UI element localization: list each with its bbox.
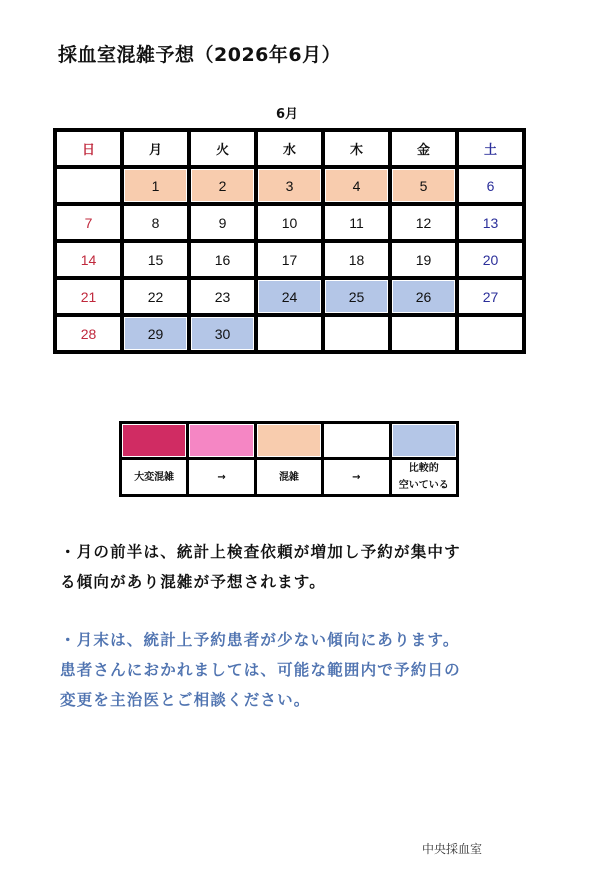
- week-row-4: [55, 278, 524, 315]
- day-cell: 12: [390, 204, 457, 241]
- day-cell: 22: [122, 278, 189, 315]
- day-cell-busy: 1: [122, 167, 189, 204]
- day-cell: 18: [323, 241, 390, 278]
- day-cell-busy: 3: [256, 167, 323, 204]
- congestion-legend: [119, 421, 459, 497]
- note-month-end-line3: 変更を主治医とご相談ください。: [60, 691, 311, 709]
- day-cell-sunday: 14: [55, 241, 122, 278]
- note-month-end-line1: ・月末は、統計上予約患者が少ない傾向にあります。: [60, 631, 460, 649]
- day-cell-saturday: 6: [457, 167, 524, 204]
- day-cell-empty: [256, 315, 323, 352]
- day-cell-free: 26: [390, 278, 457, 315]
- month-label: 6月: [276, 107, 299, 122]
- week-row-3: [55, 241, 524, 278]
- note-first-half-line2: る傾向があり混雑が予想されます。: [60, 573, 326, 591]
- legend-swatch-row: [121, 423, 458, 459]
- legend-swatch-busy-high: [188, 423, 255, 459]
- legend-label-free-line1: 比較的: [408, 463, 439, 474]
- note-first-half-line1: ・月の前半は、統計上検査依頼が増加し予約が集中す: [60, 543, 461, 561]
- day-cell-busy: 2: [189, 167, 256, 204]
- footer-department: 中央採血室: [422, 842, 483, 856]
- weekday-header-row: [55, 130, 524, 167]
- day-cell: 17: [256, 241, 323, 278]
- weekday-tuesday: 火: [189, 130, 256, 167]
- legend-swatch-free: [390, 423, 457, 459]
- weekday-friday: 金: [390, 130, 457, 167]
- day-cell: 11: [323, 204, 390, 241]
- legend-swatch-very-busy: [121, 423, 188, 459]
- day-cell-free: 25: [323, 278, 390, 315]
- day-cell-empty: [390, 315, 457, 352]
- day-cell-sunday: 7: [55, 204, 122, 241]
- legend-label-row: [121, 459, 458, 496]
- weekday-wednesday: 水: [256, 130, 323, 167]
- day-cell-free: 30: [189, 315, 256, 352]
- legend-swatch-normal: [323, 423, 390, 459]
- day-cell-empty: [55, 167, 122, 204]
- legend-label-busy: 混雑: [255, 459, 322, 496]
- weekday-saturday: 土: [457, 130, 524, 167]
- day-cell: 15: [122, 241, 189, 278]
- legend-label-arrow: →: [188, 459, 255, 496]
- legend-label-free-line2: 空いている: [398, 480, 449, 491]
- day-cell-empty: [457, 315, 524, 352]
- legend-swatch-busy: [255, 423, 322, 459]
- note-first-half: [60, 537, 461, 597]
- day-cell-busy: 4: [323, 167, 390, 204]
- day-cell-saturday: 20: [457, 241, 524, 278]
- note-month-end-line2: 患者さんにおかれましては、可能な範囲内で予約日の: [60, 661, 461, 679]
- day-cell-free: 24: [256, 278, 323, 315]
- week-row-1: [55, 167, 524, 204]
- day-cell-empty: [323, 315, 390, 352]
- week-row-5: [55, 315, 524, 352]
- page-title: 採血室混雑予想（2026年6月）: [58, 44, 342, 66]
- weekday-monday: 月: [122, 130, 189, 167]
- day-cell-sunday: 28: [55, 315, 122, 352]
- note-month-end: [60, 625, 461, 715]
- day-cell: 23: [189, 278, 256, 315]
- legend-label-free: [390, 459, 457, 496]
- day-cell-saturday: 13: [457, 204, 524, 241]
- day-cell-saturday: 27: [457, 278, 524, 315]
- weekday-sunday: 日: [55, 130, 122, 167]
- weekday-thursday: 木: [323, 130, 390, 167]
- day-cell: 16: [189, 241, 256, 278]
- day-cell: 8: [122, 204, 189, 241]
- day-cell-sunday: 21: [55, 278, 122, 315]
- day-cell-free: 29: [122, 315, 189, 352]
- legend-label-arrow: →: [323, 459, 390, 496]
- day-cell: 9: [189, 204, 256, 241]
- day-cell: 10: [256, 204, 323, 241]
- congestion-calendar: [53, 128, 526, 354]
- week-row-2: [55, 204, 524, 241]
- legend-label-very-busy: 大変混雑: [121, 459, 188, 496]
- day-cell: 19: [390, 241, 457, 278]
- day-cell-busy: 5: [390, 167, 457, 204]
